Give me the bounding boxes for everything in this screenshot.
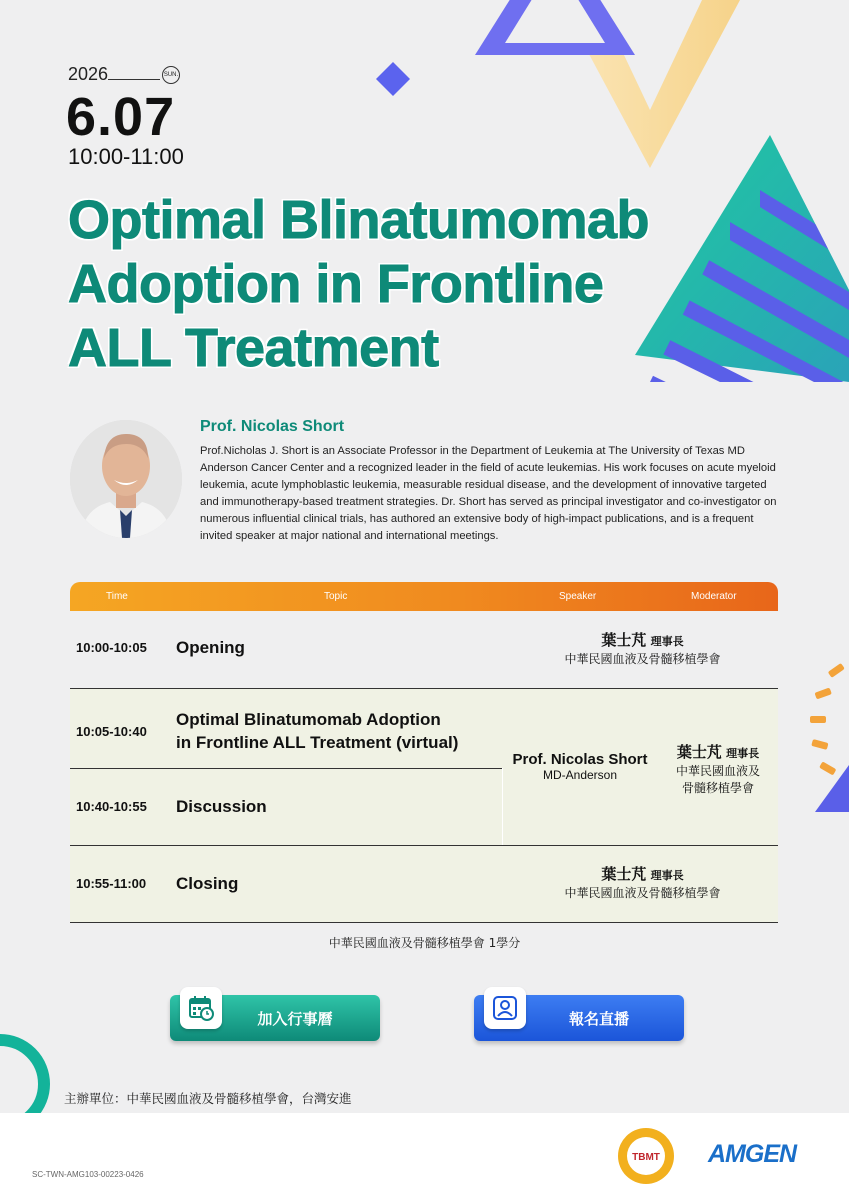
row-time: 10:55-11:00 <box>76 876 147 891</box>
host-name: 葉士芃 <box>676 744 722 761</box>
agenda-header <box>70 582 778 611</box>
row-moderator <box>660 741 776 796</box>
tbmt-logo <box>618 1128 674 1184</box>
row-topic: Discussion <box>176 797 267 816</box>
main-speaker-org: MD-Anderson <box>542 768 618 782</box>
topic-line-2: in Frontline ALL Treatment (virtual) <box>176 733 459 752</box>
host-org-line-1: 中華民國血液及 <box>675 764 760 778</box>
host-name: 葉士芃 <box>601 632 647 649</box>
row-divider <box>70 768 502 769</box>
calendar-icon <box>180 987 222 1029</box>
row-time: 10:05-10:40 <box>76 724 147 739</box>
document-code: SC-TWN-AMG103-00223-0426 <box>32 1170 144 1179</box>
topic-line-1: Optimal Blinatumomab Adoption <box>176 710 441 729</box>
event-year: 2026 <box>68 64 109 84</box>
main-speaker-name: Prof. Nicolas Short <box>512 751 648 768</box>
host-org-line-2: 骨髓移植學會 <box>681 781 754 795</box>
event-date: 6.07 <box>66 87 176 147</box>
speaker-name: Prof. Nicolas Short <box>200 418 345 435</box>
host-name: 葉士芃 <box>601 866 647 883</box>
user-icon <box>484 987 526 1029</box>
add-to-calendar-button[interactable] <box>170 995 380 1041</box>
speaker-bio: Prof.Nicholas J. Short is an Associate Professor in the Department of Leukemia at The University of Texas MD Anderson Cancer Center and a recognized leader in the field of acute leukemias. His work focuses on acute myeloid leukemia, acute lymphoblastic leukemia, measurable residual disease, and the development of innovative targeted and immunotherapy-based treatment strategies. Dr. Short has served as principal investigator and co-investigator on numerous influential clinical trials, has authored an extensive body of high-impact publications, and is a frequent invited speaker at major national and international meetings. <box>200 445 777 542</box>
tbmt-logo-text: TBMT <box>632 1152 660 1163</box>
row-moderator <box>540 629 745 667</box>
header-time: Time <box>106 591 128 602</box>
host-title: 理事長 <box>650 636 684 648</box>
header-speaker: Speaker <box>559 591 597 602</box>
event-time: 10:00-11:00 <box>68 144 184 169</box>
row-topic <box>176 708 458 754</box>
register-livestream-label: 報名直播 <box>568 1009 629 1028</box>
small-diamond <box>376 62 410 96</box>
host-title: 理事長 <box>650 870 684 882</box>
add-to-calendar-label: 加入行事曆 <box>257 1009 333 1028</box>
agenda-row-closing <box>70 846 778 922</box>
orange-dash-arc <box>810 663 845 776</box>
host-org: 中華民國血液及骨髓移植學會 <box>564 886 721 900</box>
row-divider <box>70 922 778 923</box>
speaker-photo <box>70 420 182 538</box>
amgen-logo: AMGEN <box>708 1140 797 1168</box>
event-title: Optimal Blinatumomab Adoption in Frontline ALL Treatment <box>68 190 650 378</box>
cell-divider <box>502 768 503 845</box>
row-time: 10:40-10:55 <box>76 799 147 814</box>
register-livestream-button[interactable] <box>474 995 684 1041</box>
header-moderator: Moderator <box>691 591 737 602</box>
host-title: 理事長 <box>726 748 760 760</box>
main-speaker <box>502 751 658 782</box>
row-topic: Closing <box>176 874 239 893</box>
row-time: 10:00-10:05 <box>76 640 147 655</box>
agenda-row-opening <box>70 611 778 688</box>
row-moderator <box>540 863 745 901</box>
organizer-text: 主辦單位：中華民國血液及骨髓移植學會，台灣安進 <box>64 1091 352 1106</box>
header-topic: Topic <box>324 591 348 602</box>
agenda-block-main <box>70 689 778 845</box>
host-org: 中華民國血液及骨髓移植學會 <box>564 652 721 666</box>
credit-note: 中華民國血液及骨髓移植學會 1學分 <box>328 936 521 950</box>
weekday-badge: SUN. <box>162 66 180 84</box>
row-topic: Opening <box>176 638 245 657</box>
year-divider-line <box>108 79 160 80</box>
